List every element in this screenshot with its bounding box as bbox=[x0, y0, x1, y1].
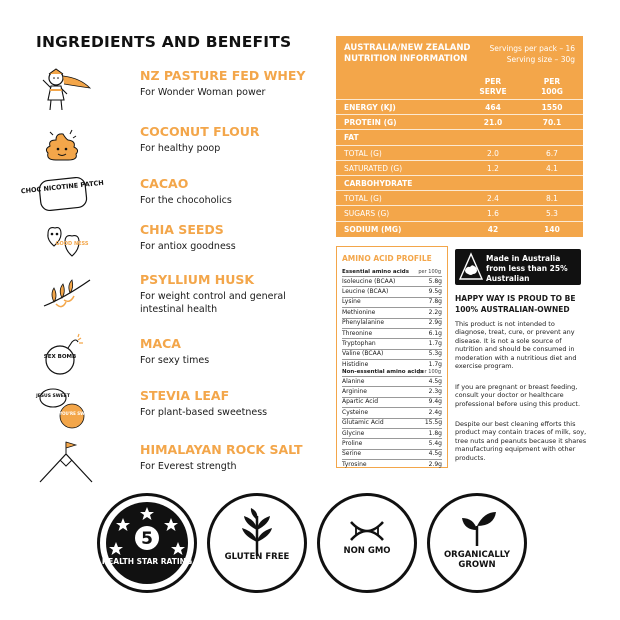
amino-value: 2.9g bbox=[428, 460, 442, 468]
amino-name: Leucine (BCAA) bbox=[342, 287, 389, 295]
amino-value: 4.5g bbox=[428, 450, 442, 458]
ingredient-benefit: For the chocoholics bbox=[140, 195, 232, 206]
ingredient-benefit: For sexy times bbox=[140, 355, 210, 366]
amino-value: 9.5g bbox=[428, 287, 442, 295]
nutrition-row bbox=[336, 205, 583, 219]
amino-row bbox=[342, 338, 442, 346]
ingredient-name: MACA bbox=[140, 336, 181, 351]
page-title: INGREDIENTS AND BENEFITS bbox=[36, 33, 292, 51]
wonder-woman-icon bbox=[36, 66, 96, 112]
ingredient-benefit: For Wonder Woman power bbox=[140, 87, 266, 98]
ingredient-benefit: For healthy poop bbox=[140, 143, 221, 154]
made-in-australia-text: Made in Australia from less than 25% Australian ingredients. bbox=[486, 254, 568, 293]
nutrient-label: SUGARS (G) bbox=[344, 209, 390, 219]
amino-value: 1.7g bbox=[428, 360, 442, 368]
poop-icon bbox=[36, 122, 96, 168]
per-serve-value: 2.0 bbox=[487, 148, 499, 158]
amino-name: Lysine bbox=[342, 298, 361, 306]
nutrient-label: CARBOHYDRATE bbox=[344, 179, 413, 188]
per-100g-label: per 100g bbox=[418, 269, 441, 275]
per-serve-value: 21.0 bbox=[483, 118, 503, 128]
heart-seeds-icon bbox=[36, 220, 96, 266]
column-per-100g: PER 100G bbox=[541, 77, 563, 96]
svg-text:NO YOU'RE SWEET: NO YOU'RE SWEET bbox=[51, 411, 93, 416]
amino-value: 6.1g bbox=[428, 329, 442, 337]
nutrient-label: TOTAL (G) bbox=[344, 148, 382, 158]
ingredient-item bbox=[36, 124, 336, 164]
amino-name: Serine bbox=[342, 450, 362, 458]
amino-value: 2.2g bbox=[428, 308, 442, 316]
amino-row bbox=[342, 307, 442, 315]
amino-row bbox=[342, 438, 442, 446]
per-100g-value: 70.1 bbox=[542, 118, 562, 128]
per-100g-value: 5.3 bbox=[546, 209, 558, 219]
amino-name: Threonine bbox=[342, 329, 373, 337]
amino-value: 2.4g bbox=[428, 408, 442, 416]
per-100g-value: 140 bbox=[544, 224, 560, 234]
nutrient-label: ENERGY (KJ) bbox=[344, 103, 396, 112]
ingredient-name: PSYLLIUM HUSK bbox=[140, 272, 255, 287]
mountain-flag-icon bbox=[36, 440, 96, 486]
amino-value: 5.8g bbox=[428, 277, 442, 285]
amino-row bbox=[342, 449, 442, 457]
svg-text:GOOD NESS: GOOD NESS bbox=[55, 241, 89, 247]
ingredient-item bbox=[20, 176, 336, 216]
made-in-australia-badge bbox=[455, 249, 581, 293]
amino-value: 9.4g bbox=[428, 398, 442, 406]
ingredient-benefit: For Everest strength bbox=[140, 461, 237, 472]
ingredient-name: NZ PASTURE FED WHEY bbox=[140, 68, 306, 83]
nutrient-label: TOTAL (G) bbox=[344, 194, 382, 204]
nutrient-label: PROTEIN (G) bbox=[344, 118, 397, 128]
amino-value: 7.8g bbox=[428, 298, 442, 306]
amino-value: 2.3g bbox=[428, 387, 442, 395]
nutrition-panel bbox=[336, 36, 583, 237]
amino-row bbox=[342, 407, 442, 415]
amino-row bbox=[342, 428, 442, 436]
ingredient-item bbox=[36, 442, 336, 482]
amino-name: Histidine bbox=[342, 360, 369, 368]
gluten-free-badge bbox=[207, 493, 307, 593]
amino-row bbox=[342, 318, 442, 326]
ingredient-name: CACAO bbox=[140, 176, 189, 191]
wheat-icon bbox=[214, 500, 300, 586]
serving-size: Serving size – 30g bbox=[506, 55, 575, 64]
ingredient-benefit: For plant-based sweetness bbox=[140, 407, 268, 418]
allergen-warning: Despite our best cleaning efforts this product may contain traces of milk, soy, tree nuts and peanuts because it shares manufacturing equipment with other products. bbox=[455, 420, 587, 462]
nutrition-row bbox=[336, 114, 583, 128]
nutrition-heading: AUSTRALIA/NEW ZEALAND NUTRITION INFORMATION bbox=[344, 43, 471, 64]
amino-name: Valine (BCAA) bbox=[342, 350, 384, 358]
amino-name: Arginine bbox=[342, 387, 367, 395]
amino-row bbox=[342, 349, 442, 357]
ingredient-benefit: For antiox goodness bbox=[140, 241, 236, 252]
ingredient-name: CHIA SEEDS bbox=[140, 222, 224, 237]
amino-value: 5.4g bbox=[428, 439, 442, 447]
amino-title: AMINO ACID PROFILE bbox=[342, 254, 432, 263]
svg-text:5: 5 bbox=[141, 529, 153, 549]
amino-row bbox=[342, 359, 442, 367]
svg-text:JESUS SWEET: JESUS SWEET bbox=[36, 394, 70, 399]
amino-value: 15.5g bbox=[424, 419, 442, 427]
per-serve-value: 464 bbox=[485, 103, 501, 112]
non-gmo-badge bbox=[317, 493, 417, 593]
amino-name: Isoleucine (BCAA) bbox=[342, 277, 396, 285]
organically-grown-badge bbox=[427, 493, 527, 593]
amino-row bbox=[342, 397, 442, 405]
per-100g-value: 4.1 bbox=[546, 163, 558, 173]
servings-per-pack: Servings per pack – 16 bbox=[489, 44, 575, 53]
nutrient-label: SODIUM (MG) bbox=[344, 224, 402, 234]
amino-value: 5.3g bbox=[428, 350, 442, 358]
organically-grown-label: ORGANICALLY GROWN bbox=[443, 550, 511, 570]
amino-name: Proline bbox=[342, 439, 363, 447]
sex-bomb-icon bbox=[36, 334, 96, 380]
per-100g-value: 8.1 bbox=[546, 194, 558, 204]
per-100g-value: 6.7 bbox=[546, 148, 558, 158]
amino-name: Tryptophan bbox=[342, 339, 376, 347]
ingredient-name: COCONUT FLOUR bbox=[140, 124, 260, 139]
ingredient-item bbox=[36, 222, 336, 262]
amino-row bbox=[342, 328, 442, 336]
ingredient-name: STEVIA LEAF bbox=[140, 388, 230, 403]
per-serve-value: 1.6 bbox=[487, 209, 499, 219]
health-star-badge bbox=[97, 493, 197, 593]
ingredient-name: HIMALAYAN ROCK SALT bbox=[140, 442, 303, 457]
amino-name: Methionine bbox=[342, 308, 376, 316]
amino-value: 1.8g bbox=[428, 429, 442, 437]
non-gmo-label: NON GMO bbox=[343, 546, 391, 556]
amino-row bbox=[342, 297, 442, 305]
ingredient-item bbox=[36, 272, 336, 315]
svg-text:SEX BOMB: SEX BOMB bbox=[43, 354, 77, 360]
amino-name: Glutamic Acid bbox=[342, 419, 384, 427]
essential-heading: Essential amino acids bbox=[342, 269, 409, 275]
nutrition-row bbox=[336, 190, 583, 204]
amino-value: 2.9g bbox=[428, 319, 442, 327]
amino-value: 4.5g bbox=[428, 377, 442, 385]
amino-row bbox=[342, 276, 442, 284]
amino-name: Cysteine bbox=[342, 408, 369, 416]
per-serve-value: 2.4 bbox=[487, 194, 499, 204]
serving-info bbox=[489, 43, 575, 65]
svg-text:HEALTH STAR RATING bbox=[102, 557, 192, 566]
ingredient-item bbox=[36, 388, 336, 428]
amino-name: Phenylalanine bbox=[342, 319, 385, 327]
gluten-free-label: GLUTEN FREE bbox=[224, 552, 290, 562]
australia-map-icon bbox=[459, 253, 483, 281]
amino-value: 1.7g bbox=[428, 339, 442, 347]
pregnancy-warning: If you are pregnant or breast feeding, consult your doctor or healthcare professional before using this product. bbox=[455, 383, 581, 408]
amino-name: Alanine bbox=[342, 377, 365, 385]
disclaimer-text: This product is not intended to diagnose, treat, cure, or prevent any disease. It is not a sole source of nutrition and should be consumed in moderation with a nutritious diet and exercise program. bbox=[455, 320, 577, 371]
ingredient-benefit: For weight control and general intestinal health bbox=[140, 291, 286, 315]
svg-text:CHOC NICOTINE PATCH: CHOC NICOTINE PATCH bbox=[20, 178, 105, 196]
ownership-statement: HAPPY WAY IS PROUD TO BE 100% AUSTRALIAN-OWNED bbox=[455, 294, 576, 314]
sprout-icon bbox=[434, 500, 520, 586]
per-serve-value: 42 bbox=[487, 224, 499, 234]
ingredient-item bbox=[36, 68, 336, 108]
nutrient-label: FAT bbox=[344, 133, 359, 143]
amino-name: Glycine bbox=[342, 429, 365, 437]
column-per-serve: PER SERVE bbox=[479, 77, 507, 96]
per-100g-value: 1550 bbox=[541, 103, 563, 112]
per-100g-label: per 100g bbox=[418, 369, 441, 375]
dna-icon bbox=[324, 500, 410, 586]
amino-row bbox=[342, 459, 442, 467]
nutrition-row bbox=[336, 160, 583, 174]
amino-row bbox=[342, 286, 442, 294]
nutrition-row bbox=[336, 99, 583, 113]
per-serve-value: 1.2 bbox=[487, 163, 499, 173]
amino-name: Tyrosine bbox=[342, 460, 367, 468]
nonessential-heading: Non-essential amino acids bbox=[342, 369, 424, 375]
sweet-bubble-icon bbox=[36, 386, 96, 432]
ingredient-item bbox=[36, 336, 336, 376]
amino-row bbox=[342, 376, 442, 384]
health-star-label: HEALTH STAR RATING bbox=[101, 557, 193, 566]
amino-row bbox=[342, 418, 442, 426]
nutrition-row bbox=[336, 175, 583, 189]
nutrition-row bbox=[336, 145, 583, 159]
amino-name: Apartic Acid bbox=[342, 398, 379, 406]
nutrition-row bbox=[336, 221, 583, 235]
choc-nicotine-patch-icon bbox=[20, 174, 105, 220]
nutrition-row bbox=[336, 129, 583, 143]
amino-row bbox=[342, 386, 442, 394]
husk-icon bbox=[36, 270, 96, 316]
nutrient-label: SATURATED (G) bbox=[344, 163, 403, 173]
health-star-icon bbox=[101, 500, 193, 586]
amino-acid-panel bbox=[336, 246, 448, 468]
